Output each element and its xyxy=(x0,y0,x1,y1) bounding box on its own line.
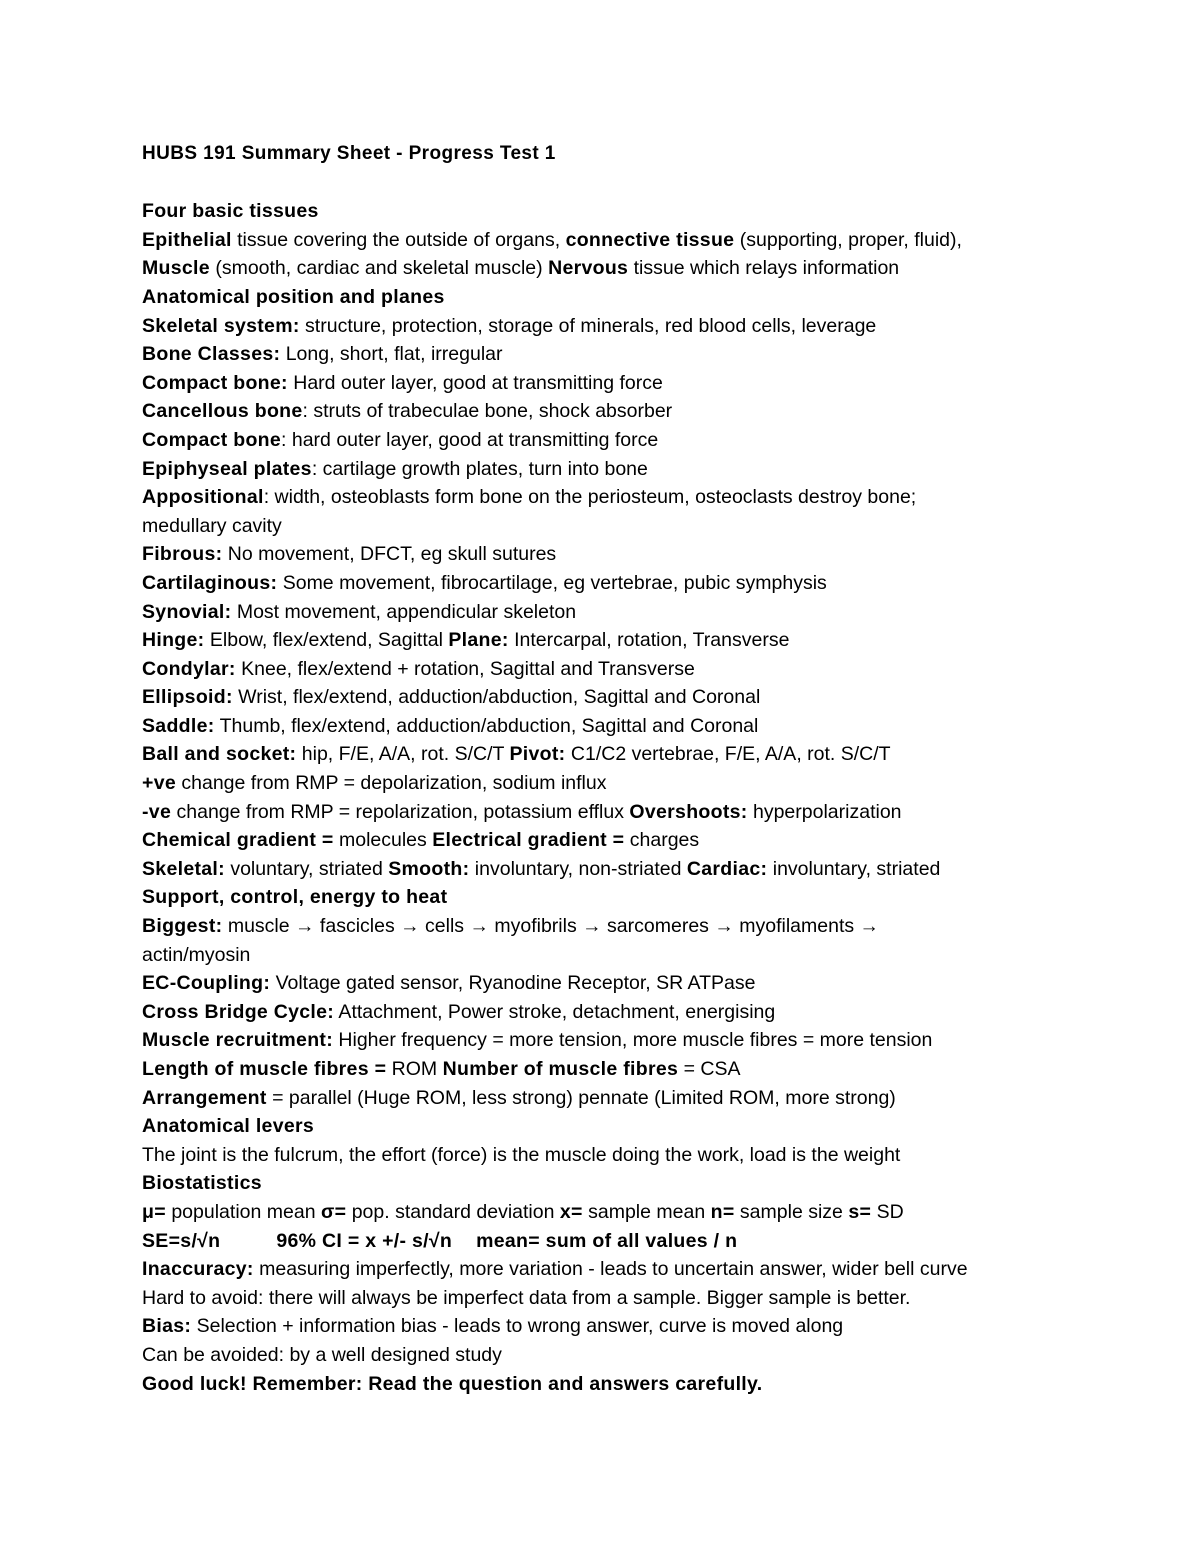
text-line xyxy=(142,769,1120,798)
body-text: sample size xyxy=(734,1200,849,1223)
text-line xyxy=(142,941,1120,970)
bold-term: Support, control, energy to heat xyxy=(142,886,448,909)
text-line xyxy=(142,512,1120,541)
body-text: structure, protection, storage of minerals, red blood cells, leverage xyxy=(299,314,877,337)
body-text: voluntary, striated xyxy=(224,857,389,880)
body-text: Hard to avoid: there will always be imperfect data from a sample. Bigger sample is better. xyxy=(142,1286,911,1309)
body-text: Voltage gated sensor, Ryanodine Receptor, SR ATPase xyxy=(270,972,756,995)
bold-term: Plane: xyxy=(448,629,509,652)
text-line xyxy=(142,855,1120,884)
body-text: hyperpolarization xyxy=(747,800,902,823)
body-text: : width, osteoblasts form bone on the periosteum, osteoclasts destroy bone; xyxy=(263,486,917,509)
bold-term: Epiphyseal plates xyxy=(142,457,312,480)
bold-term: x= xyxy=(559,1200,583,1223)
bold-term: Good luck! Remember: Read the question and answers carefully. xyxy=(142,1372,763,1395)
text-line xyxy=(142,1341,1120,1370)
bold-term: Muscle xyxy=(142,257,210,280)
bold-term: Four basic tissues xyxy=(142,200,319,223)
text-line xyxy=(142,340,1120,369)
body-text: Intercarpal, rotation, Transverse xyxy=(508,629,790,652)
body-text: : struts of trabeculae bone, shock absorber xyxy=(302,400,673,423)
body-text: tissue which relays information xyxy=(628,257,900,280)
text-line xyxy=(142,540,1120,569)
text-line xyxy=(142,1112,1120,1141)
bold-term: Chemical gradient = xyxy=(142,829,334,852)
bold-term: Ellipsoid: xyxy=(142,686,233,709)
bold-term: Epithelial xyxy=(142,228,232,251)
bold-term: Cartilaginous: xyxy=(142,571,278,594)
body-text: SD xyxy=(871,1200,904,1223)
body-text: No movement, DFCT, eg skull sutures xyxy=(222,543,557,566)
bold-term: Ball and socket: xyxy=(142,743,297,766)
text-line xyxy=(142,1255,1120,1284)
bold-term: μ= xyxy=(142,1200,166,1223)
body-text: The joint is the fulcrum, the effort (force) is the muscle doing the work, load is the weight xyxy=(142,1143,901,1166)
bold-term: Synovial: xyxy=(142,600,232,623)
body-text: Some movement, fibrocartilage, eg vertebrae, pubic symphysis xyxy=(277,571,827,594)
bold-term: Inaccuracy: xyxy=(142,1258,254,1281)
bold-term: Length of muscle fibres = xyxy=(142,1058,387,1080)
bold-term: Hinge: xyxy=(142,629,205,652)
bold-term: Anatomical position and planes xyxy=(142,285,445,308)
body-text: change from RMP = depolarization, sodium influx xyxy=(175,772,607,795)
text-line xyxy=(142,1169,1120,1198)
body-text: (smooth, cardiac and skeletal muscle) xyxy=(209,257,549,280)
text-line xyxy=(142,998,1120,1027)
text-line xyxy=(142,1198,1120,1227)
bold-term: Cardiac: xyxy=(686,857,768,880)
text-line xyxy=(142,1141,1120,1170)
bold-term: Electrical gradient = xyxy=(432,829,625,852)
bold-term: Compact bone: xyxy=(142,371,288,394)
bold-term: Bias: xyxy=(142,1315,192,1338)
body-text: sample mean xyxy=(582,1200,711,1223)
document-title: HUBS 191 Summary Sheet - Progress Test 1 xyxy=(142,143,556,164)
body-text: hip, F/E, A/A, rot. S/C/T xyxy=(296,743,510,766)
bold-term: Biostatistics xyxy=(142,1172,262,1195)
body-text: molecules xyxy=(333,829,433,852)
body-text: = CSA xyxy=(678,1058,741,1080)
body-text: Hard outer layer, good at transmitting force xyxy=(287,371,663,394)
body-text: Most movement, appendicular skeleton xyxy=(231,600,577,623)
blank-line xyxy=(142,169,1120,198)
bold-term: Skeletal: xyxy=(142,857,225,880)
bold-term: n= xyxy=(710,1200,735,1223)
body-text: C1/C2 vertebrae, F/E, A/A, rot. S/C/T xyxy=(565,743,891,766)
body-text: Elbow, flex/extend, Sagittal xyxy=(204,629,449,652)
body-text: population mean xyxy=(165,1200,321,1223)
bold-term: Saddle: xyxy=(142,714,215,737)
bold-term: Anatomical levers xyxy=(142,1115,315,1138)
body-text: Can be avoided: by a well designed study xyxy=(142,1343,502,1366)
body-text: muscle → fascicles → cells → myofibrils → sarcomeres → myofilaments → xyxy=(222,915,880,938)
text-line xyxy=(142,740,1120,769)
text-line xyxy=(142,1055,1120,1084)
body-text: involuntary, striated xyxy=(767,857,941,880)
text-line xyxy=(142,369,1120,398)
bold-term: 96% CI = x +/- s/√n xyxy=(276,1229,453,1252)
text-line xyxy=(142,655,1120,684)
text-line xyxy=(142,283,1120,312)
text-line xyxy=(142,969,1120,998)
body-text: actin/myosin xyxy=(142,943,251,966)
bold-term: Smooth: xyxy=(388,857,470,880)
bold-term: mean= sum of all values / n xyxy=(476,1229,738,1252)
bold-term: -ve xyxy=(142,800,172,823)
bold-term: +ve xyxy=(142,772,176,795)
bold-term: connective tissue xyxy=(565,228,735,251)
body-text: Higher frequency = more tension, more muscle fibres = more tension xyxy=(333,1029,933,1052)
text-line xyxy=(142,1084,1120,1113)
text-line xyxy=(142,883,1120,912)
text-line xyxy=(142,426,1120,455)
bold-term: s= xyxy=(848,1200,872,1223)
bold-term: Muscle recruitment: xyxy=(142,1029,333,1052)
text-line xyxy=(142,254,1120,283)
text-line xyxy=(142,312,1120,341)
body-text: pop. standard deviation xyxy=(346,1200,560,1223)
text-line xyxy=(142,197,1120,226)
bold-term: Arrangement xyxy=(142,1086,267,1109)
text-line xyxy=(142,626,1120,655)
text-line xyxy=(142,912,1120,941)
body-text: : hard outer layer, good at transmitting force xyxy=(281,428,659,451)
body-text: Long, short, flat, irregular xyxy=(280,343,503,366)
text-line xyxy=(142,1312,1120,1341)
text-line xyxy=(142,569,1120,598)
text-line xyxy=(142,455,1120,484)
bold-term: Biggest: xyxy=(142,915,223,938)
bold-term: σ= xyxy=(320,1200,347,1223)
body-text: tissue covering the outside of organs, xyxy=(231,228,566,251)
body-text: Thumb, flex/extend, adduction/abduction, Sagittal and Coronal xyxy=(214,714,759,737)
bold-term: EC-Coupling: xyxy=(142,972,271,995)
bold-term: Pivot: xyxy=(509,743,566,766)
text-line xyxy=(142,226,1120,255)
text-line xyxy=(142,1284,1120,1313)
text-line xyxy=(142,798,1120,827)
text-line xyxy=(142,483,1120,512)
body-text: Selection + information bias - leads to wrong answer, curve is moved along xyxy=(191,1315,844,1338)
body-text: : cartilage growth plates, turn into bone xyxy=(311,457,648,480)
text-line xyxy=(142,1227,1120,1256)
bold-term: Condylar: xyxy=(142,657,236,680)
text-line xyxy=(142,1026,1120,1055)
body-text: change from RMP = repolarization, potassium efflux xyxy=(171,800,630,823)
bold-term: Compact bone xyxy=(142,428,282,451)
body-text: (supporting, proper, fluid), xyxy=(734,228,962,251)
body-text: Wrist, flex/extend, adduction/abduction, Sagittal and Coronal xyxy=(232,686,761,709)
body-text: medullary cavity xyxy=(142,514,282,537)
body-text: involuntary, non-striated xyxy=(469,857,687,880)
text-line xyxy=(142,683,1120,712)
body-text: ROM xyxy=(386,1058,443,1080)
text-line xyxy=(142,598,1120,627)
bold-term: Overshoots: xyxy=(629,800,748,823)
bold-term: Cross Bridge Cycle: xyxy=(142,1000,335,1023)
text-line xyxy=(142,1370,1120,1399)
body-text: measuring imperfectly, more variation - leads to uncertain answer, wider bell curve xyxy=(253,1258,968,1281)
bold-term: Bone Classes: xyxy=(142,343,281,366)
bold-term: Cancellous bone xyxy=(142,400,303,423)
body-text: charges xyxy=(624,829,700,852)
bold-term: Fibrous: xyxy=(142,543,223,566)
text-line xyxy=(142,397,1120,426)
bold-term: SE=s/√n xyxy=(142,1229,221,1252)
bold-term: Number of muscle fibres xyxy=(442,1058,679,1080)
body-text: Knee, flex/extend + rotation, Sagittal and Transverse xyxy=(235,657,695,680)
text-line xyxy=(142,712,1120,741)
bold-term: Appositional xyxy=(142,486,264,509)
document-body xyxy=(142,197,1120,1398)
body-text: = parallel (Huge ROM, less strong) pennate (Limited ROM, more strong) xyxy=(266,1086,896,1109)
body-text: Attachment, Power stroke, detachment, energising xyxy=(334,1000,776,1023)
bold-term: Nervous xyxy=(548,257,629,280)
text-line xyxy=(142,826,1120,855)
bold-term: Skeletal system: xyxy=(142,314,300,337)
